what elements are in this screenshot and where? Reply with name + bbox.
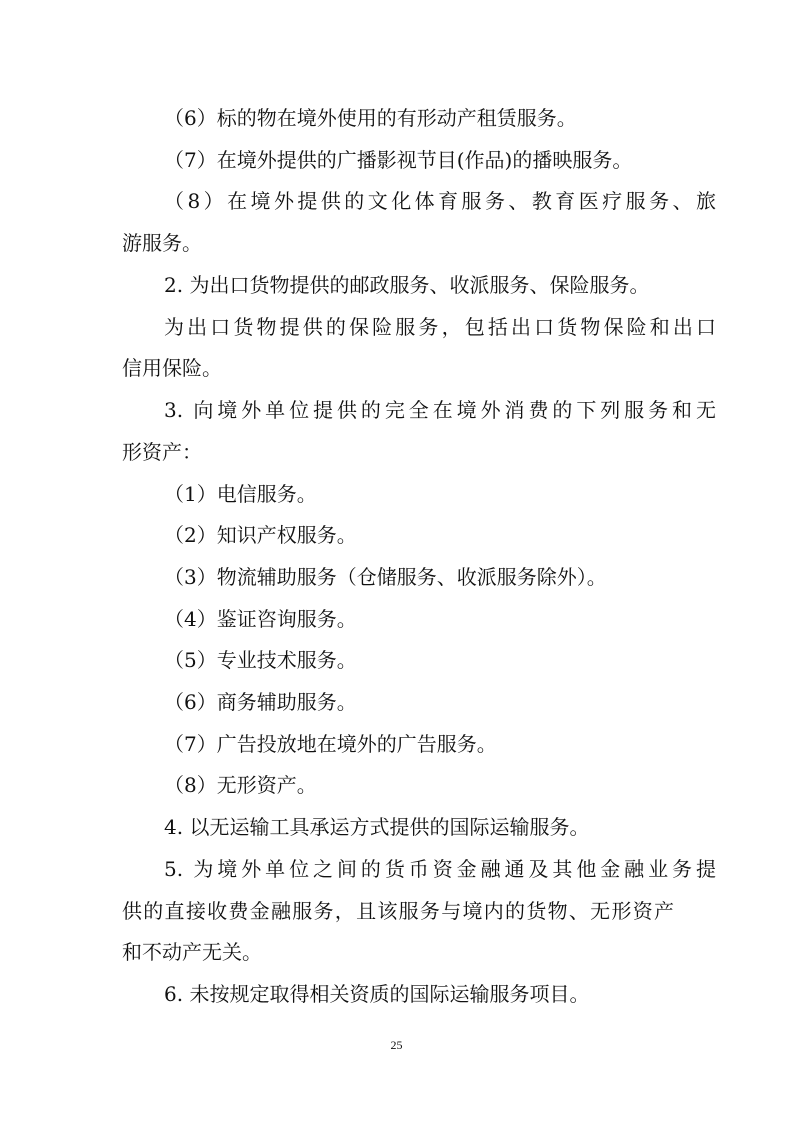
page-number: 25	[390, 1038, 403, 1052]
text-line: 2. 为出口货物提供的邮政服务、收派服务、保险服务。	[164, 273, 650, 297]
text-line: 4. 以无运输工具承运方式提供的国际运输服务。	[164, 815, 590, 839]
text-line: 5. 为境外单位之间的货币资金融通及其他金融业务提	[164, 857, 716, 881]
text-line: （1）电信服务。	[164, 482, 317, 506]
text-line: 和不动产无关。	[122, 940, 262, 964]
text-line: （8）在境外提供的文化体育服务、教育医疗服务、旅	[164, 189, 716, 213]
text-line: （5）专业技术服务。	[164, 648, 357, 672]
text-line: （6）商务辅助服务。	[164, 690, 357, 714]
text-line: （6）标的物在境外使用的有形动产租赁服务。	[164, 106, 577, 130]
text-line: （2）知识产权服务。	[164, 523, 357, 547]
text-line: （8）无形资产。	[164, 773, 317, 797]
text-line: 6. 未按规定取得相关资质的国际运输服务项目。	[164, 982, 590, 1006]
text-line: 信用保险。	[122, 356, 222, 380]
text-line: （7）广告投放地在境外的广告服务。	[164, 732, 497, 756]
text-line: 3. 向境外单位提供的完全在境外消费的下列服务和无	[164, 398, 716, 422]
text-line: 游服务。	[122, 231, 202, 255]
text-line: 为出口货物提供的保险服务，包括出口货物保险和出口	[164, 315, 716, 339]
text-line: 供的直接收费金融服务，且该服务与境内的货物、无形资产	[122, 899, 674, 923]
text-line: 形资产：	[122, 440, 202, 464]
text-line: （7）在境外提供的广播影视节目(作品)的播映服务。	[164, 148, 633, 172]
text-line: （3）物流辅助服务（仓储服务、收派服务除外）。	[164, 565, 607, 589]
text-line: （4）鉴证咨询服务。	[164, 607, 357, 631]
